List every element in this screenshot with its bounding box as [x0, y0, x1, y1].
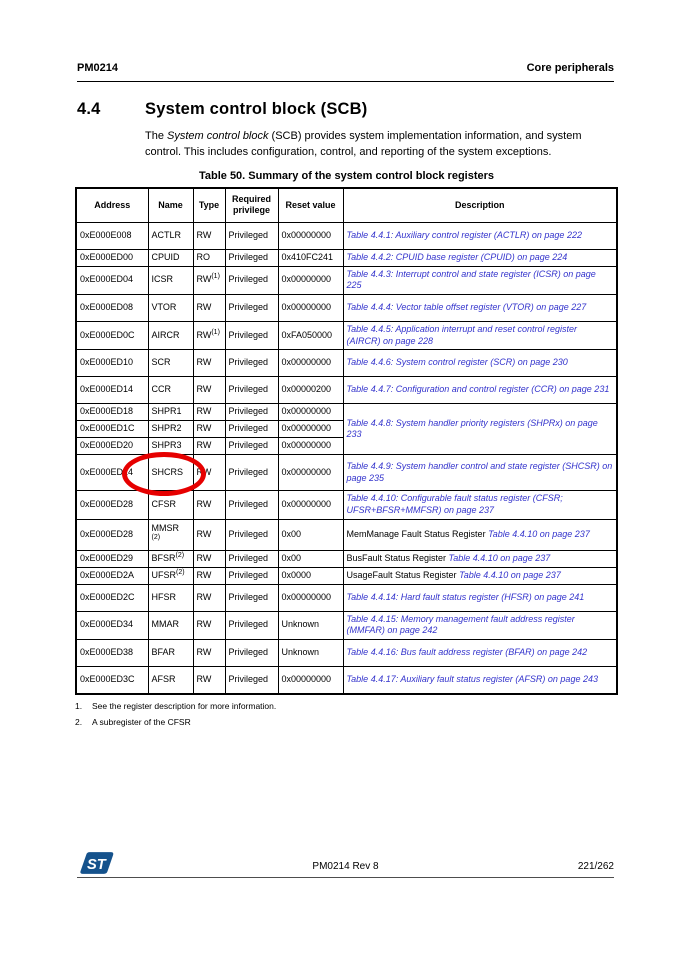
address-cell: 0xE000ED2A — [76, 567, 148, 584]
footnote-ref: (1) — [211, 328, 220, 336]
intro-text-rest: (SCB) provides system implementation information, and system control. This includes configuration, control, and reporting of the system exceptions. — [145, 130, 582, 158]
description-text: BusFault Status Register — [346, 552, 449, 563]
reset-cell: 0x00000000 — [278, 421, 343, 438]
table-row-shpr1 — [76, 404, 617, 421]
cross-reference-link[interactable]: Table 4.4.3: Interrupt control and state register (ICSR) on page 225 — [346, 268, 596, 291]
privilege-cell: Privileged — [225, 550, 278, 567]
description-cell-merged — [343, 404, 617, 455]
reset-cell: 0x00000000 — [278, 266, 343, 294]
privilege-cell: Privileged — [225, 519, 278, 550]
table-row-afsr — [76, 667, 617, 694]
reset-cell: 0xFA050000 — [278, 321, 343, 349]
type-cell: RW — [193, 611, 225, 639]
footnote-text: A subregister of the CFSR — [92, 716, 191, 727]
description-cell — [343, 455, 617, 491]
table-row-bfar — [76, 640, 617, 667]
footnote-ref: (1) — [211, 273, 220, 281]
description-cell — [343, 550, 617, 567]
footnote-text: See the register description for more information. — [92, 700, 277, 711]
type-cell: RW — [193, 667, 225, 694]
intro-paragraph — [145, 129, 617, 160]
table-row-vtor — [76, 294, 617, 321]
privilege-cell: Privileged — [225, 567, 278, 584]
type-cell — [193, 321, 225, 349]
name-cell — [148, 550, 193, 567]
privilege-cell: Privileged — [225, 438, 278, 455]
footnote-ref: (2) — [176, 568, 185, 576]
cross-reference-link[interactable]: Table 4.4.2: CPUID base register (CPUID) on page 224 — [346, 251, 568, 262]
registers-table — [75, 187, 618, 695]
cross-reference-link[interactable]: Table 4.4.8: System handler priority registers (SHPRx) on page 233 — [346, 417, 598, 440]
type-cell: RW — [193, 640, 225, 667]
footnote-ref: (2) — [175, 551, 185, 559]
address-cell: 0xE000ED04 — [76, 266, 148, 294]
footer-page-number: 221/262 — [577, 861, 614, 872]
description-cell — [343, 667, 617, 694]
reset-cell: 0x00 — [278, 519, 343, 550]
name-cell: CFSR — [148, 491, 193, 519]
name-cell: SHPR1 — [148, 404, 193, 421]
description-cell — [343, 321, 617, 349]
description-cell — [343, 377, 617, 404]
table-row-mmar — [76, 611, 617, 639]
description-cell — [343, 350, 617, 377]
column-header-privilege: Required privilege — [225, 188, 278, 222]
type-cell: RW — [193, 294, 225, 321]
type-cell — [193, 266, 225, 294]
privilege-cell: Privileged — [225, 491, 278, 519]
privilege-cell: Privileged — [225, 640, 278, 667]
reset-cell: Unknown — [278, 640, 343, 667]
description-cell — [343, 519, 617, 550]
privilege-cell: Privileged — [225, 667, 278, 694]
header-chapter-title: Core peripherals — [526, 62, 614, 74]
cross-reference-link[interactable]: Table 4.4.15: Memory management fault address register (MMFAR) on page 242 — [346, 613, 575, 636]
register-name-text: SHCRS — [151, 466, 184, 477]
address-cell: 0xE000ED24 — [76, 455, 148, 491]
name-cell: ACTLR — [148, 222, 193, 249]
type-cell: RW — [193, 567, 225, 584]
reset-cell: 0x00 — [278, 550, 343, 567]
name-cell: ICSR — [148, 266, 193, 294]
type-text: RW — [196, 274, 212, 285]
privilege-cell: Privileged — [225, 611, 278, 639]
footnote-number: 2. — [75, 716, 83, 727]
address-cell: 0xE000ED00 — [76, 249, 148, 266]
address-cell: 0xE000ED28 — [76, 491, 148, 519]
name-cell — [148, 519, 193, 550]
name-cell: SHPR3 — [148, 438, 193, 455]
address-cell: 0xE000ED08 — [76, 294, 148, 321]
address-cell: 0xE000ED28 — [76, 519, 148, 550]
reset-cell: Unknown — [278, 611, 343, 639]
description-cell — [343, 266, 617, 294]
name-cell: BFAR — [148, 640, 193, 667]
address-cell: 0xE000ED1C — [76, 421, 148, 438]
address-cell: 0xE000ED0C — [76, 321, 148, 349]
svg-text:ST: ST — [86, 856, 106, 873]
address-cell: 0xE000ED34 — [76, 611, 148, 639]
running-header — [77, 62, 614, 82]
reset-cell: 0x00000000 — [278, 584, 343, 611]
running-footer — [77, 846, 614, 878]
table-row-ufsr — [76, 567, 617, 584]
type-cell: RW — [193, 491, 225, 519]
type-cell: RO — [193, 249, 225, 266]
table-row-cpuid — [76, 249, 617, 266]
type-cell: RW — [193, 584, 225, 611]
address-cell: 0xE000ED38 — [76, 640, 148, 667]
table-row-aircr — [76, 321, 617, 349]
type-cell: RW — [193, 222, 225, 249]
table-row-cfsr — [76, 491, 617, 519]
column-header-reset: Reset value — [278, 188, 343, 222]
intro-text: The — [145, 130, 168, 142]
footer-doc-rev: PM0214 Rev 8 — [312, 861, 379, 872]
table-row-hfsr — [76, 584, 617, 611]
reset-cell: 0x00000000 — [278, 350, 343, 377]
cross-reference-link[interactable]: Table 4.4.6: System control register (SCR) on page 230 — [346, 357, 568, 368]
address-cell: 0xE000ED20 — [76, 438, 148, 455]
column-header-description: Description — [343, 188, 617, 222]
privilege-cell: Privileged — [225, 584, 278, 611]
privilege-cell: Privileged — [225, 222, 278, 249]
register-name-text: BFSR — [151, 552, 176, 563]
reset-cell: 0x00000000 — [278, 438, 343, 455]
type-cell: RW — [193, 404, 225, 421]
cross-reference-link[interactable]: Table 4.4.5: Application interrupt and reset control register (AIRCR) on page 228 — [346, 323, 577, 346]
table-row-bfsr — [76, 550, 617, 567]
table-footnotes — [75, 701, 618, 727]
reset-cell: 0x00000000 — [278, 455, 343, 491]
description-cell — [343, 294, 617, 321]
cross-reference-link[interactable]: Table 4.4.9: System handler control and state register (SHCSR) on page 235 — [346, 461, 613, 483]
type-cell: RW — [193, 438, 225, 455]
privilege-cell: Privileged — [225, 266, 278, 294]
cross-reference-link[interactable]: Table 4.4.10 on page 237 — [448, 552, 551, 563]
cross-reference-link[interactable]: Table 4.4.17: Auxiliary fault status register (AFSR) on page 243 — [346, 673, 598, 684]
footnote-2 — [75, 717, 618, 727]
type-cell: RW — [193, 350, 225, 377]
name-cell: CPUID — [148, 249, 193, 266]
name-cell: SHPR2 — [148, 421, 193, 438]
name-cell: AFSR — [148, 667, 193, 694]
type-cell: RW — [193, 550, 225, 567]
cross-reference-link[interactable]: Table 4.4.1: Auxiliary control register (ACTLR) on page 222 — [346, 229, 582, 240]
cross-reference-link[interactable]: Table 4.4.10: Configurable fault status register (CFSR; UFSR+BFSR+MMFSR) on page 237 — [346, 493, 563, 515]
register-name-text: MMSR — [151, 522, 179, 533]
description-cell — [343, 611, 617, 639]
address-cell: 0xE000ED10 — [76, 350, 148, 377]
section-title: System control block (SCB) — [145, 100, 368, 118]
footnote-1 — [75, 701, 618, 711]
privilege-cell: Privileged — [225, 377, 278, 404]
address-cell: 0xE000ED14 — [76, 377, 148, 404]
privilege-cell: Privileged — [225, 404, 278, 421]
description-cell — [343, 584, 617, 611]
description-cell — [343, 640, 617, 667]
type-cell: RW — [193, 421, 225, 438]
name-cell: SCR — [148, 350, 193, 377]
intro-italic-text: System control block — [167, 130, 269, 142]
name-cell: CCR — [148, 377, 193, 404]
table-block — [75, 170, 618, 733]
address-cell: 0xE000ED29 — [76, 550, 148, 567]
table-row-actlr — [76, 222, 617, 249]
column-header-address: Address — [76, 188, 148, 222]
footnote-number: 1. — [75, 700, 83, 711]
privilege-cell: Privileged — [225, 249, 278, 266]
reset-cell: 0x00000000 — [278, 294, 343, 321]
description-cell — [343, 249, 617, 266]
table-header-row — [76, 188, 617, 222]
register-name-text: UFSR — [151, 569, 176, 580]
section-number: 4.4 — [77, 100, 101, 118]
cross-reference-link[interactable]: Table 4.4.4: Vector table offset register (VTOR) on page 227 — [346, 302, 587, 313]
table-row-ccr — [76, 377, 617, 404]
description-cell — [343, 567, 617, 584]
type-text: RW — [196, 329, 212, 340]
type-cell: RW — [193, 455, 225, 491]
privilege-cell: Privileged — [225, 294, 278, 321]
name-cell: VTOR — [148, 294, 193, 321]
description-cell — [343, 222, 617, 249]
header-doc-number: PM0214 — [77, 62, 118, 74]
cross-reference-link[interactable]: Table 4.4.16: Bus fault address register (BFAR) on page 242 — [346, 647, 588, 658]
address-cell: 0xE000ED18 — [76, 404, 148, 421]
table-row-icsr — [76, 266, 617, 294]
description-cell — [343, 491, 617, 519]
address-cell: 0xE000ED3C — [76, 667, 148, 694]
name-cell: HFSR — [148, 584, 193, 611]
privilege-cell: Privileged — [225, 421, 278, 438]
type-cell: RW — [193, 377, 225, 404]
privilege-cell: Privileged — [225, 321, 278, 349]
reset-cell: 0x00000000 — [278, 222, 343, 249]
name-cell — [148, 567, 193, 584]
privilege-cell: Privileged — [225, 350, 278, 377]
table-row-mmsr — [76, 519, 617, 550]
cross-reference-link[interactable]: Table 4.4.10 on page 237 — [459, 569, 561, 580]
table-caption: Table 50. Summary of the system control block registers — [198, 170, 495, 182]
reset-cell: 0x410FC241 — [278, 249, 343, 266]
table-row-scr — [76, 350, 617, 377]
column-header-type: Type — [193, 188, 225, 222]
reset-cell: 0x00000200 — [278, 377, 343, 404]
type-cell: RW — [193, 519, 225, 550]
column-header-name: Name — [148, 188, 193, 222]
description-text: UsageFault Status Register — [346, 569, 460, 580]
reset-cell: 0x00000000 — [278, 491, 343, 519]
footnote-ref: (2) — [151, 533, 161, 541]
cross-reference-link[interactable]: Table 4.4.14: Hard fault status register (HFSR) on page 241 — [346, 591, 585, 602]
description-text: MemManage Fault Status Register — [346, 528, 489, 539]
address-cell: 0xE000E008 — [76, 222, 148, 249]
cross-reference-link[interactable]: Table 4.4.10 on page 237 — [488, 528, 590, 539]
cross-reference-link[interactable]: Table 4.4.7: Configuration and control register (CCR) on page 231 — [346, 384, 610, 395]
name-cell: MMAR — [148, 611, 193, 639]
reset-cell: 0x00000000 — [278, 667, 343, 694]
name-cell: AIRCR — [148, 321, 193, 349]
table-row-shcrs — [76, 455, 617, 491]
name-cell-shcrs — [148, 455, 193, 491]
reset-cell: 0x00000000 — [278, 404, 343, 421]
privilege-cell: Privileged — [225, 455, 278, 491]
address-cell: 0xE000ED2C — [76, 584, 148, 611]
reset-cell: 0x0000 — [278, 567, 343, 584]
section-heading — [77, 100, 614, 119]
